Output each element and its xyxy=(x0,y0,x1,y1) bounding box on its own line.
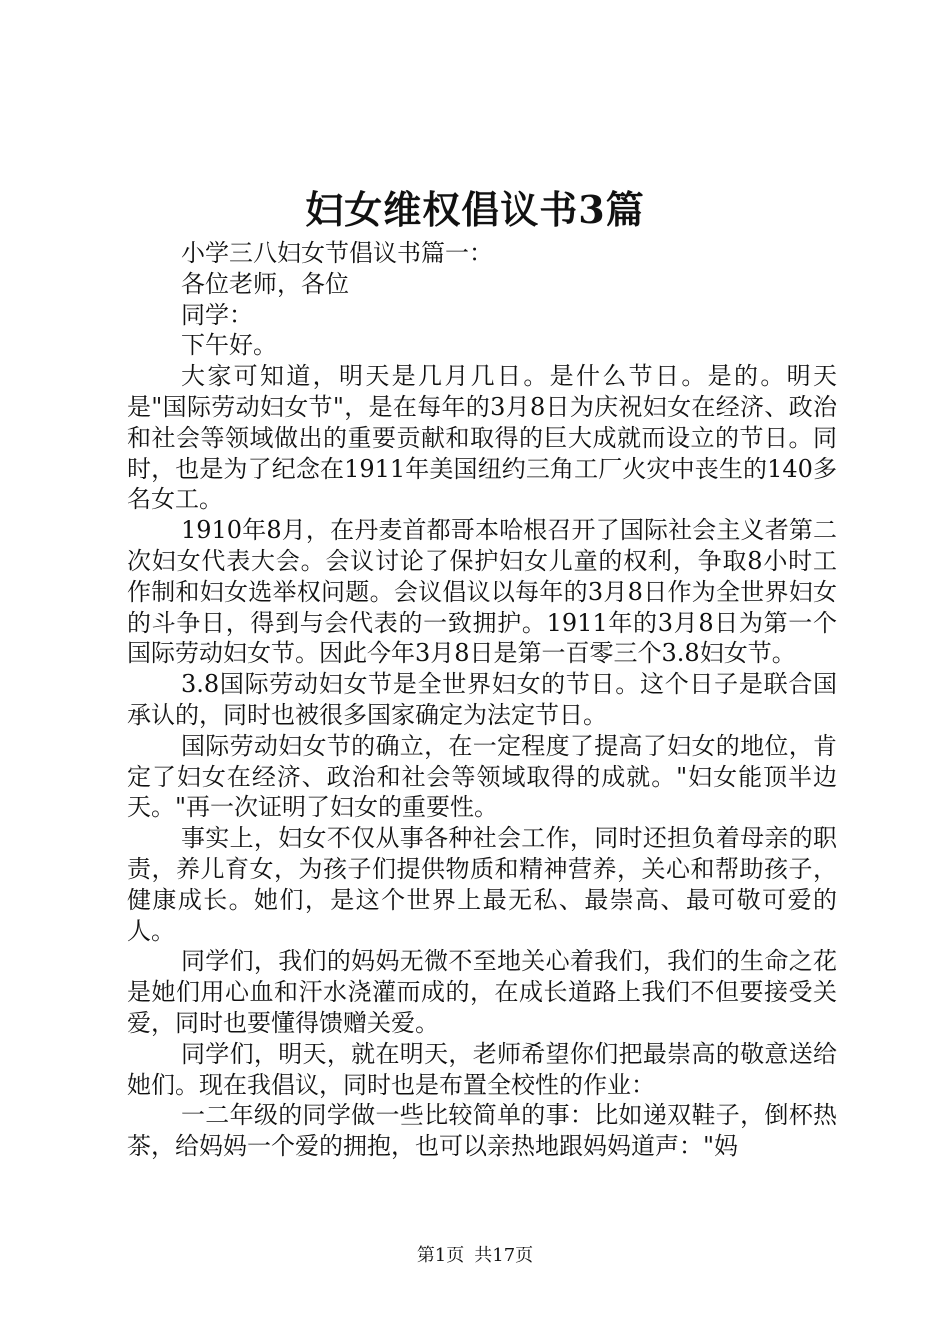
document-title: 妇女维权倡议书3篇 xyxy=(305,187,645,232)
paragraph: 同学： xyxy=(181,300,253,329)
paragraph: 大家可知道，明天是几月几日。是什么节日。是的。明天是"国际劳动妇女节"，是在每年的3月8日为庆祝妇女在经济、政治和社会等领域做出的重要贡献和取得的巨大成就而设立的节日。同时，也是为了纪念在1911年美国纽约三角工厂火灾中丧生的140多名女工。 xyxy=(127,362,837,514)
paragraph: 1910年8月，在丹麦首都哥本哈根召开了国际社会主义者第二次妇女代表大会。会议讨论了保护妇女儿童的权利，争取8小时工作制和妇女选举权问题。会议倡议以每年的3月8日作为全世界妇女的斗争日，得到与会代表的一致拥护。1911年的3月8日为第一个国际劳动妇女节。因此今年3月8日是第一百零三个3.8妇女节。 xyxy=(127,516,837,668)
paragraph: 事实上，妇女不仅从事各种社会工作，同时还担负着母亲的职责，养儿育女，为孩子们提供物质和精神营养，关心和帮助孩子，健康成长。她们，是这个世界上最无私、最崇高、最可敬可爱的人。 xyxy=(127,824,837,945)
page-total: 共17页 xyxy=(474,1245,534,1266)
paragraph: 同学们，明天，就在明天，老师希望你们把最崇高的敬意送给她们。现在我倡议，同时也是布置全校性的作业： xyxy=(127,1039,837,1099)
paragraph: 一二年级的同学做一些比较简单的事：比如递双鞋子，倒杯热茶，给妈妈一个爱的拥抱，也可以亲热地跟妈妈道声："妈 xyxy=(127,1101,837,1161)
page-number: 第1页 xyxy=(416,1245,465,1266)
paragraph: 国际劳动妇女节的确立，在一定程度了提高了妇女的地位，肯定了妇女在经济、政治和社会等领域取得的成就。"妇女能顶半边天。"再一次证明了妇女的重要性。 xyxy=(127,731,837,822)
document-body xyxy=(127,238,837,1162)
page-footer xyxy=(0,1243,950,1269)
paragraph: 下午好。 xyxy=(181,331,277,360)
paragraph: 小学三八妇女节倡议书篇一： xyxy=(181,239,493,267)
paragraph: 同学们，我们的妈妈无微不至地关心着我们，我们的生命之花是她们用心血和汗水浇灌而成的，在成长道路上我们不但要接受关爱，同时也要懂得馈赠关爱。 xyxy=(127,947,837,1037)
paragraph: 各位老师，各位 xyxy=(181,269,349,298)
paragraph: 3.8国际劳动妇女节是全世界妇女的节日。这个日子是联合国承认的，同时也被很多国家确定为法定节日。 xyxy=(127,670,837,729)
